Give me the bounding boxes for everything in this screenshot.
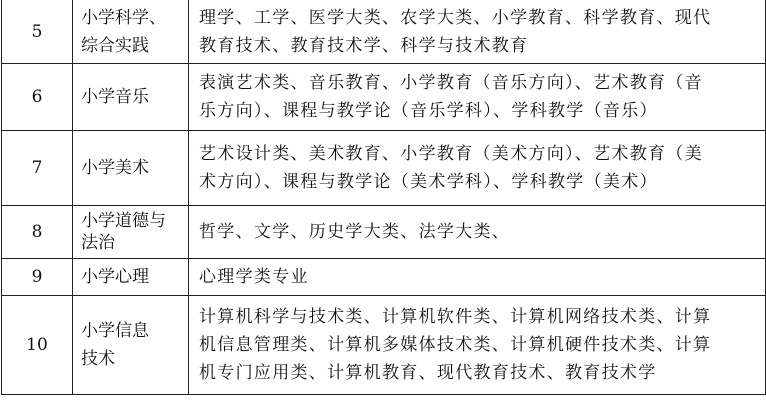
table-row: [2, 131, 766, 206]
majors-line: 乐方向）、课程与教学论（音乐学科）、学科教学（音乐）: [199, 101, 658, 121]
table-row: [2, 296, 766, 395]
majors-cell: [189, 259, 766, 296]
subject-line: 综合实践: [81, 35, 149, 56]
row-number: 10: [2, 296, 73, 395]
majors-line: 术方向）、课程与教学论（美术学科）、学科教学（美术）: [199, 172, 658, 192]
row-number: 8: [2, 206, 73, 259]
subject-line: 法治: [81, 233, 115, 253]
subject-line: 技术: [81, 349, 115, 369]
subject-cell: [73, 131, 189, 206]
subject-cell: [73, 206, 189, 259]
subject-cell: [73, 64, 189, 131]
row-number: 5: [2, 0, 73, 64]
subject-line: 小学音乐: [81, 87, 149, 107]
subject-line: 小学美术: [81, 158, 149, 178]
subject-line: 小学道德与: [81, 211, 166, 231]
majors-cell: [189, 64, 766, 131]
majors-cell: [189, 131, 766, 206]
table-row: [2, 0, 766, 64]
subject-cell: [73, 296, 189, 395]
majors-cell: [189, 0, 766, 64]
subject-line: 小学信息: [81, 321, 149, 341]
majors-line: 计算机科学与技术类、计算机软件类、计算机网络技术类、计算: [199, 307, 712, 327]
majors-line: 教育技术、教育技术学、科学与技术教育: [199, 35, 529, 56]
subject-line: 小学科学、: [81, 7, 166, 28]
row-number: 6: [2, 64, 73, 131]
table-row: [2, 64, 766, 131]
table-row: [2, 206, 766, 259]
majors-cell: [189, 206, 766, 259]
table-row: [2, 259, 766, 296]
majors-line: 心理学类专业: [199, 267, 309, 287]
majors-table: [1, 0, 766, 395]
row-number: 9: [2, 259, 73, 296]
row-number: 7: [2, 131, 73, 206]
majors-line: 理学、工学、医学大类、农学大类、小学教育、科学教育、现代: [199, 7, 712, 28]
majors-line: 机信息管理类、计算机多媒体技术类、计算机硬件技术类、计算: [199, 335, 712, 355]
majors-line: 哲学、文学、历史学大类、法学大类、: [199, 222, 511, 242]
majors-line: 机专门应用类、计算机教育、现代教育技术、教育技术学: [199, 363, 657, 383]
majors-line: 表演艺术类、音乐教育、小学教育（音乐方向）、艺术教育（音: [199, 73, 703, 93]
majors-cell: [189, 296, 766, 395]
majors-line: 艺术设计类、美术教育、小学教育（美术方向）、艺术教育（美: [199, 144, 703, 164]
subject-cell: [73, 259, 189, 296]
subject-cell: [73, 0, 189, 64]
subject-line: 小学心理: [81, 267, 149, 287]
